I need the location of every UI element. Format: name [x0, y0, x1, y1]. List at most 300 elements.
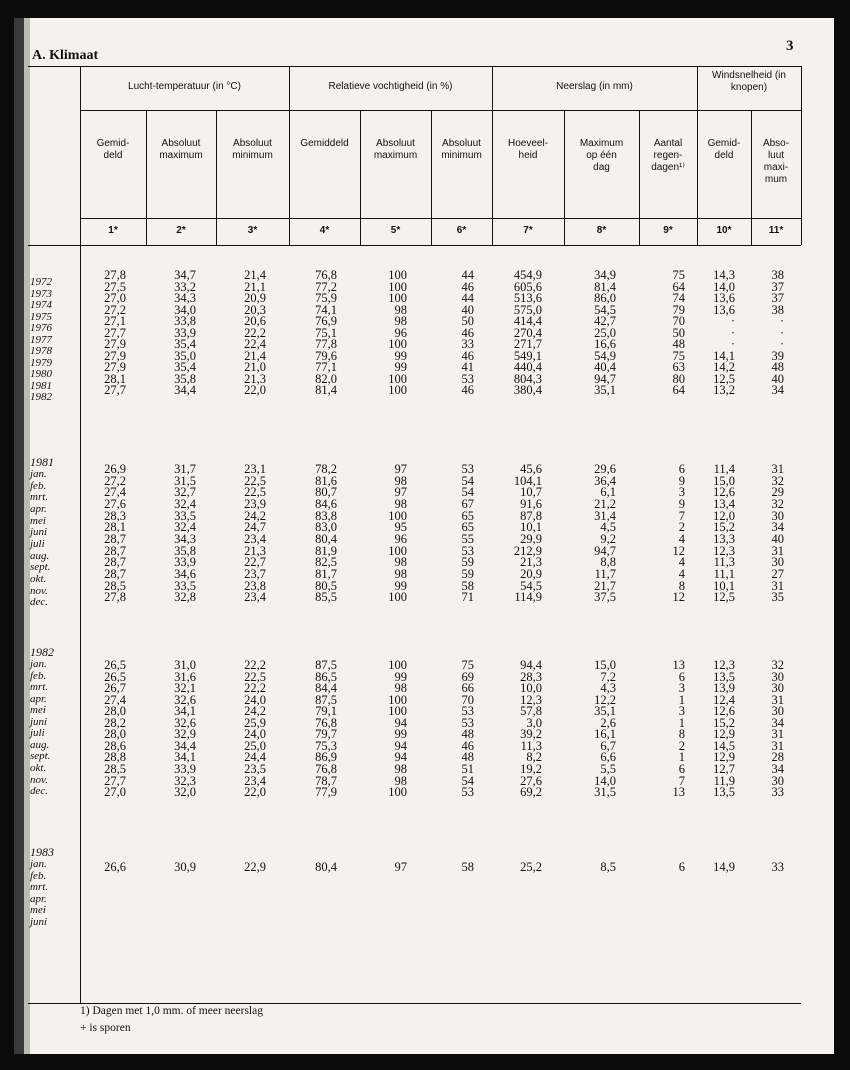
row-label: mrt.: [30, 881, 49, 893]
table-cell: 98: [394, 473, 407, 488]
column-header: Absoluut minimum: [232, 138, 273, 161]
year-1982-label: 1982: [30, 645, 54, 659]
table-cell: 75,9: [315, 291, 337, 305]
table-cell: 1: [678, 750, 685, 765]
table-cell: 27,1: [104, 314, 126, 328]
table-cell: 7,2: [600, 669, 616, 684]
column-header: Aantal regen- dagen¹⁾: [651, 138, 685, 173]
table-cell: 13,5: [713, 785, 735, 800]
table-cell: 46: [461, 279, 474, 294]
row-label: mei: [30, 704, 46, 717]
table-cell: 84,6: [315, 496, 337, 511]
table-cell: 31: [771, 578, 784, 593]
table-cell: 99: [394, 578, 407, 593]
table-cell: 11,3: [713, 555, 735, 570]
table-cell: 30: [771, 704, 784, 719]
table-cell: 31: [771, 462, 784, 476]
table-cell: 30: [771, 773, 784, 788]
rule-col-11: [801, 66, 802, 245]
section-title: A. Klimaat: [32, 48, 99, 63]
table-cell: 70: [461, 692, 474, 707]
table-cell: 27,8: [104, 590, 126, 605]
table-cell: ·: [779, 325, 784, 340]
table-cell: 99: [394, 727, 407, 742]
table-cell: 33,2: [174, 279, 196, 294]
group-header: Lucht-temperatuur (in °C): [128, 81, 241, 92]
table-cell: 46: [461, 348, 474, 363]
table-cell: 33,9: [174, 761, 196, 776]
table-cell: 85,5: [315, 590, 337, 605]
table-cell: 48: [771, 360, 784, 374]
row-label: 1976: [30, 322, 52, 334]
table-cell: 100: [388, 692, 407, 707]
table-cell: 97: [394, 462, 407, 476]
table-cell: 21,1: [244, 279, 266, 294]
table-cell: 32: [771, 473, 784, 488]
table-cell: 59: [461, 566, 474, 581]
table-cell: 28,6: [104, 738, 126, 753]
table-cell: 100: [388, 704, 407, 719]
row-label: aug.: [30, 738, 50, 751]
table-cell: 30: [771, 508, 784, 523]
table-cell: 58: [461, 578, 474, 593]
column-number: 9*: [663, 225, 673, 236]
table-cell: 12,3: [520, 692, 542, 707]
table-cell: 31,4: [594, 508, 616, 523]
table-cell: 27,2: [104, 302, 126, 317]
table-cell: 34: [771, 383, 784, 397]
table-cell: 33,8: [174, 314, 196, 328]
row-label: 1981: [30, 379, 52, 392]
table-cell: 31,5: [594, 785, 616, 800]
table-cell: 31,5: [174, 473, 196, 488]
row-label: 1974: [30, 299, 52, 311]
footnote-2: + is sporen: [80, 1022, 131, 1034]
table-cell: 6: [678, 669, 685, 684]
table-cell: 7: [678, 508, 685, 523]
table-cell: 53: [461, 462, 474, 476]
table-cell: 100: [388, 371, 407, 386]
table-cell: 98: [394, 555, 407, 570]
table-cell: 21,3: [244, 543, 266, 558]
row-label: juli: [30, 537, 45, 550]
table-cell: 25,0: [244, 738, 266, 753]
table-cell: 69,2: [520, 785, 542, 800]
table-cell: 11,7: [594, 566, 616, 581]
table-cell: 33: [461, 337, 474, 351]
table-cell: 27,8: [104, 268, 126, 282]
row-label: mrt.: [30, 681, 49, 694]
table-cell: 27,6: [520, 773, 542, 788]
table-cell: 75: [672, 268, 685, 282]
table-cell: 27,9: [104, 337, 126, 351]
table-cell: 11,4: [713, 462, 735, 476]
table-cell: 98: [394, 314, 407, 328]
table-cell: 33: [771, 860, 784, 874]
table-cell: 12,5: [713, 590, 735, 605]
table-cell: 27,7: [104, 325, 126, 340]
table-cell: 81,4: [315, 383, 337, 397]
column-number: 1*: [108, 225, 118, 236]
table-cell: 9,2: [600, 531, 616, 546]
table-cell: 20,6: [244, 314, 266, 328]
table-cell: 99: [394, 348, 407, 363]
table-cell: 12: [672, 590, 685, 605]
table-cell: 22,5: [244, 485, 266, 500]
table-cell: 86,5: [315, 669, 337, 684]
table-cell: 53: [461, 785, 474, 800]
table-cell: 14,0: [713, 279, 735, 294]
table-cell: 12,5: [713, 371, 735, 386]
table-cell: 28,3: [520, 669, 542, 684]
table-cell: 12,2: [594, 692, 616, 707]
table-cell: 67: [461, 496, 474, 511]
row-label: juli: [30, 727, 45, 740]
row-label: apr.: [30, 892, 47, 905]
table-cell: 14,2: [713, 360, 735, 374]
table-cell: 75: [461, 658, 474, 672]
table-cell: 20,9: [520, 566, 542, 581]
table-cell: 29,6: [594, 462, 616, 476]
row-label: 1973: [30, 287, 52, 300]
table-cell: 54: [461, 773, 474, 788]
table-cell: 605,6: [513, 279, 542, 294]
rule-top: [28, 66, 801, 67]
table-cell: 12,7: [713, 761, 735, 776]
table-cell: 24,4: [244, 750, 266, 765]
table-cell: 97: [394, 860, 407, 874]
table-cell: 79,1: [315, 704, 337, 719]
table-cell: 99: [394, 669, 407, 684]
column-number: 4*: [319, 225, 330, 236]
row-label: apr.: [30, 502, 47, 515]
table-cell: 77,8: [315, 337, 337, 351]
table-cell: 34,1: [174, 750, 196, 765]
table-cell: 31: [771, 738, 784, 753]
row-label: mrt.: [30, 491, 49, 504]
table-cell: 20,9: [244, 291, 266, 305]
table-cell: 70: [672, 314, 685, 328]
row-label: juni: [30, 526, 48, 539]
table-cell: 1: [678, 715, 685, 730]
table-cell: 46: [461, 383, 474, 397]
table-cell: 35,4: [174, 337, 196, 351]
table-cell: 53: [461, 704, 474, 719]
table-cell: 81,9: [315, 543, 337, 558]
table-cell: 51: [461, 761, 474, 776]
table-cell: 22,9: [244, 860, 266, 874]
table-cell: 35,1: [594, 704, 616, 719]
table-cell: 81,6: [315, 473, 337, 488]
table-cell: ·: [730, 337, 735, 351]
table-cell: 44: [461, 291, 474, 305]
table-cell: 98: [394, 302, 407, 317]
table-cell: 2: [678, 520, 685, 535]
table-cell: 24,0: [244, 692, 266, 707]
table-cell: 21,3: [244, 371, 266, 386]
table-cell: 99: [394, 360, 407, 374]
table-cell: 6,1: [600, 485, 616, 500]
table-cell: 33,5: [174, 578, 196, 593]
table-cell: 6: [678, 462, 685, 476]
table-cell: 69: [461, 669, 474, 684]
table-cell: 32,4: [174, 496, 196, 511]
table-cell: 38: [771, 302, 784, 317]
table-cell: 804,3: [513, 371, 542, 386]
table-cell: 28,7: [104, 555, 126, 570]
table-cell: 46: [461, 738, 474, 753]
table-cell: 100: [388, 383, 407, 397]
table-cell: 35,8: [174, 371, 196, 386]
table-cell: 1: [678, 692, 685, 707]
table-cell: 10,1: [520, 520, 542, 535]
rule-group-bottom: [80, 110, 801, 111]
row-label: juni: [30, 915, 48, 928]
table-cell: 80: [672, 371, 685, 386]
row-label: sept.: [30, 561, 51, 574]
table-cell: 22,7: [244, 555, 266, 570]
table-cell: 76,9: [315, 314, 337, 328]
table-cell: 21,4: [244, 348, 266, 363]
table-cell: 80,7: [315, 485, 337, 500]
table-cell: 22,0: [244, 785, 266, 800]
table-cell: 10,7: [520, 485, 542, 500]
table-cell: 440,4: [513, 360, 542, 374]
table-cell: 32,1: [174, 681, 196, 696]
table-cell: 13,6: [713, 291, 735, 305]
table-cell: 27,6: [104, 496, 126, 511]
table-cell: 6,6: [600, 750, 616, 765]
table-cell: 13,5: [713, 669, 735, 684]
table-cell: 95: [394, 520, 407, 535]
table-cell: 53: [461, 715, 474, 730]
table-cell: 27: [771, 566, 784, 581]
column-number: 2*: [176, 225, 186, 236]
table-cell: 24,2: [244, 704, 266, 719]
table-cell: 6: [678, 761, 685, 776]
table-cell: 34: [771, 715, 784, 730]
table-cell: 14,3: [713, 268, 735, 282]
rule-colnum-bottom: [28, 245, 801, 246]
table-cell: 14,5: [713, 738, 735, 753]
table-cell: 64: [672, 279, 685, 294]
table-cell: 12,9: [713, 750, 735, 765]
table-cell: 8,5: [600, 860, 616, 874]
column-number: 6*: [456, 225, 467, 236]
table-cell: 50: [461, 314, 474, 328]
table-cell: 32,4: [174, 520, 196, 535]
table-cell: 3,0: [526, 715, 542, 730]
table-cell: 100: [388, 590, 407, 605]
table-cell: 28,2: [104, 715, 126, 730]
table-cell: 28: [771, 750, 784, 765]
table-cell: 32,6: [174, 715, 196, 730]
table-cell: 94: [394, 750, 407, 765]
table-cell: 513,6: [513, 291, 542, 305]
table-cell: 23,5: [244, 761, 266, 776]
row-label: mei: [30, 514, 46, 527]
column-number: 8*: [596, 225, 607, 236]
table-cell: 31,6: [174, 669, 196, 684]
table-cell: 33,9: [174, 555, 196, 570]
table-cell: 75,3: [315, 738, 337, 753]
table-cell: 454,9: [513, 268, 542, 282]
column-number: 5*: [390, 225, 401, 236]
table-cell: 575,0: [513, 302, 542, 317]
table-cell: 28,7: [104, 566, 126, 581]
row-label: okt.: [30, 572, 47, 585]
table-cell: 96: [394, 325, 407, 340]
row-label: apr.: [30, 692, 47, 705]
table-cell: 100: [388, 337, 407, 351]
table-cell: 35,8: [174, 543, 196, 558]
year-1981-label: 1981: [30, 455, 54, 469]
table-cell: 37: [771, 279, 784, 294]
footnote-1: 1) Dagen met 1,0 mm. of meer neerslag: [80, 1005, 263, 1017]
row-label: 1972: [30, 276, 52, 288]
table-cell: 96: [394, 531, 407, 546]
table-cell: 4: [678, 566, 685, 581]
column-header: Absoluut maximum: [159, 138, 203, 161]
table-cell: 22,2: [244, 325, 266, 340]
table-cell: 19,2: [520, 761, 542, 776]
group-header: Windsnelheid (in knopen): [712, 70, 786, 93]
table-cell: 54,5: [520, 578, 542, 593]
table-cell: 33: [771, 785, 784, 800]
table-cell: 78,2: [315, 462, 337, 476]
table-cell: 58: [461, 860, 474, 874]
table-cell: 27,9: [104, 348, 126, 363]
table-cell: 98: [394, 773, 407, 788]
table-cell: 40: [771, 371, 784, 386]
group-header: Neerslag (in mm): [556, 81, 633, 92]
table-cell: 26,9: [104, 462, 126, 476]
table-cell: 30: [771, 681, 784, 696]
table-cell: 22,5: [244, 473, 266, 488]
table-cell: 94: [394, 738, 407, 753]
table-cell: 27,4: [104, 485, 126, 500]
column-header: Absoluut maximum: [373, 138, 418, 161]
table-cell: 87,5: [315, 692, 337, 707]
table-cell: 53: [461, 371, 474, 386]
table-cell: 28,1: [104, 371, 126, 386]
table-cell: 80,4: [315, 531, 337, 546]
table-cell: 100: [388, 785, 407, 800]
table-cell: 50: [672, 325, 685, 340]
table-cell: 21,0: [244, 360, 266, 374]
table-cell: 54: [461, 473, 474, 488]
table-cell: 40: [461, 302, 474, 317]
table-cell: 12: [672, 543, 685, 558]
table-cell: 77,1: [315, 360, 337, 374]
row-label: dec.: [30, 785, 49, 798]
table-cell: 23,8: [244, 578, 266, 593]
table-cell: 53: [461, 543, 474, 558]
table-cell: 83,0: [315, 520, 337, 535]
table-cell: 15,2: [713, 520, 735, 535]
table-cell: 2: [678, 738, 685, 753]
table-cell: 22,2: [244, 681, 266, 696]
table-cell: 114,9: [514, 590, 542, 605]
row-label: feb.: [30, 869, 47, 882]
table-cell: 9: [678, 473, 685, 488]
table-cell: 23,1: [244, 462, 266, 476]
table-cell: 14,0: [594, 773, 616, 788]
table-cell: 13,6: [713, 302, 735, 317]
table-cell: 32: [771, 658, 784, 672]
table-cell: 27,7: [104, 383, 126, 397]
table-cell: 21,7: [594, 578, 616, 593]
table-cell: 74,1: [315, 302, 337, 317]
table-cell: 31: [771, 543, 784, 558]
page-binding-shadow: [14, 18, 24, 1054]
table-cell: 29: [771, 485, 784, 500]
table-cell: 65: [461, 508, 474, 523]
table-cell: 15,2: [713, 715, 735, 730]
table-cell: 10,1: [713, 578, 735, 593]
table-cell: 33,9: [174, 325, 196, 340]
table-cell: 100: [388, 508, 407, 523]
table-cell: 79,7: [315, 727, 337, 742]
table-cell: 28,0: [104, 704, 126, 719]
table-cell: 12,0: [713, 508, 735, 523]
table-cell: 36,4: [594, 473, 616, 488]
table-cell: 34: [771, 761, 784, 776]
table-cell: 35,4: [174, 360, 196, 374]
table-cell: 40,4: [594, 360, 616, 374]
table-cell: 34,0: [174, 302, 196, 317]
table-cell: 34: [771, 520, 784, 535]
column-header: Abso- luut maxi- mum: [762, 138, 790, 185]
document-page: [14, 18, 834, 1054]
table-cell: 20,3: [244, 302, 266, 317]
table-cell: 48: [672, 337, 685, 351]
table-cell: 54: [461, 485, 474, 500]
table-cell: 80,5: [315, 578, 337, 593]
table-cell: 13,4: [713, 496, 735, 511]
row-label: 1982: [30, 391, 52, 403]
row-label: mei: [30, 904, 46, 916]
table-cell: 22,0: [244, 383, 266, 397]
table-cell: 29,9: [520, 531, 542, 546]
row-label: sept.: [30, 750, 51, 763]
column-number: 7*: [523, 225, 533, 236]
table-cell: 54,9: [594, 348, 616, 363]
table-cell: 4: [678, 555, 685, 570]
row-label: juni: [30, 715, 48, 728]
table-cell: 35: [771, 590, 784, 605]
table-cell: 94,4: [520, 658, 542, 672]
table-cell: 28,3: [104, 508, 126, 523]
table-cell: 64: [672, 383, 685, 397]
table-cell: 31,7: [174, 462, 196, 476]
table-cell: 23,4: [244, 531, 266, 546]
table-cell: 26,6: [104, 860, 126, 874]
table-cell: 81,7: [315, 566, 337, 581]
table-cell: 32,3: [174, 773, 196, 788]
table-cell: 8,2: [526, 750, 542, 765]
row-label: feb.: [30, 669, 47, 682]
table-cell: 71: [461, 590, 474, 605]
page-number: 3: [786, 38, 794, 54]
column-number: 3*: [247, 225, 258, 236]
table-cell: 28,1: [104, 520, 126, 535]
table-cell: 8: [678, 727, 685, 742]
table-cell: 4,5: [600, 520, 616, 535]
table-cell: 37,5: [594, 590, 616, 605]
table-cell: 23,9: [244, 496, 266, 511]
table-cell: 34,1: [174, 704, 196, 719]
